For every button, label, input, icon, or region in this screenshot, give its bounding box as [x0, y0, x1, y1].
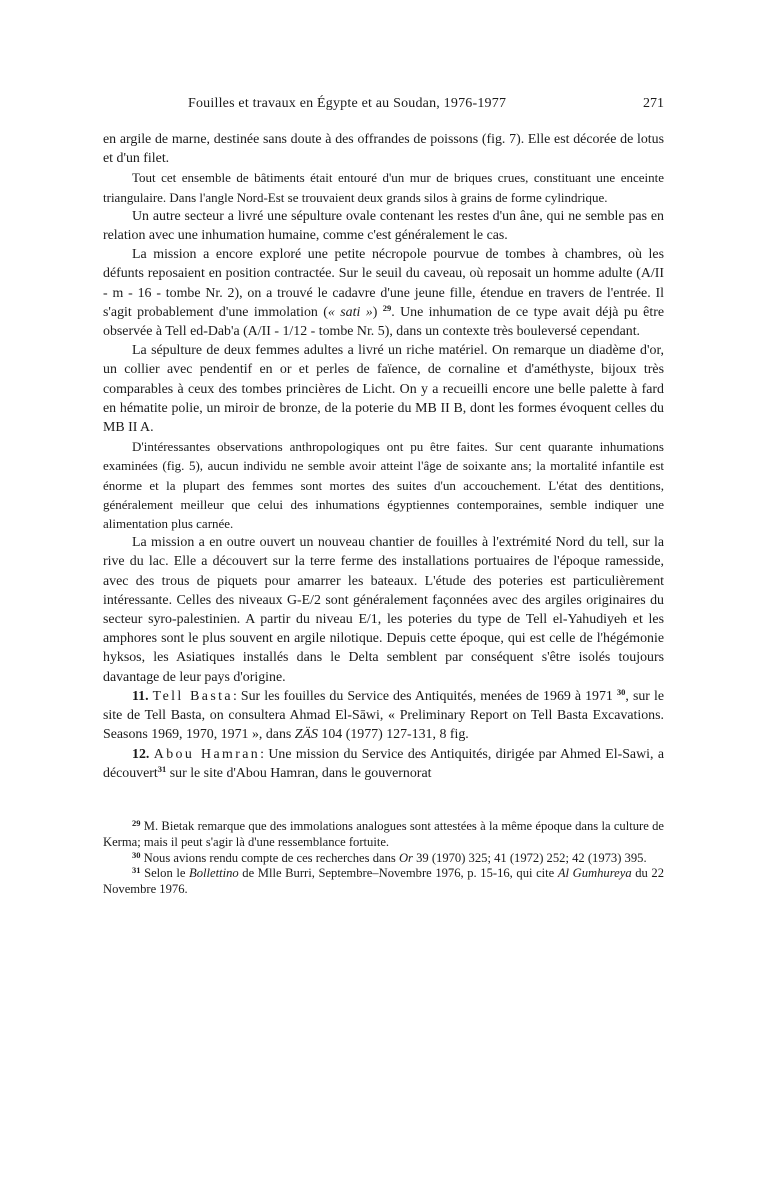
journal-abbrev: ZÄS — [294, 727, 318, 743]
section-number: 12. — [132, 746, 150, 762]
section-title: Abou Hamran — [153, 746, 261, 762]
paragraph: Un autre secteur a livré une sépulture ovale contenant les restes d'un âne, qui ne semble pas en relation avec une inhumation humaine, comme c'est généralement le cas. — [103, 208, 664, 244]
text-run: La mission a encore exploré une petite nécropole pourvue de tombes à chambres, où les défunts reposaient en position contractée. Sur le seuil du caveau, où reposait un homme adulte (A/II - m - 16 - tombe Nr. 2), on a trouvé le cadavre d'une jeune fille, étendue en travers de l'entrée. Il s'agit probablement d'une immolation ( — [103, 247, 664, 320]
footnote-number: 30 — [132, 849, 141, 860]
text-run: , sur le site de Tell Basta, on consultera Ahmad El-Sāwi, « Preliminary Report on Tell Basta Excavations. Seasons 1969, 1970, 1971 », dans — [103, 688, 664, 743]
text-run: : Une mission du Service des Antiquités, dirigée par Ahmed El-Sawi, a découvert — [103, 746, 664, 781]
text-run: 104 (1977) 127-131, 8 fig. — [317, 727, 469, 743]
text-run: . Une inhumation de ce type avait déjà pu être observée à Tell ed-Dab'a (A/II - 1/12 - tombe Nr. 5), dans un contexte très bouleversé cependant. — [103, 304, 664, 340]
paragraph: La mission a encore exploré une petite nécropole pourvue de tombes à chambres, où les défunts reposaient en position contractée. Sur le seuil du caveau, où reposait un homme adulte (A/II - m - 16 - tombe Nr. 2), on a trouvé le cadavre d'une jeune fille, étendue en travers de l'entrée. Il s'agit probablement d'une immolation (« sati ») $^{29}$. Une inhumation de ce type avait déjà pu être observée à Tell ed-Dab'a (A/II - 1/12 - tombe Nr. 5), dans un contexte très bouleversé cependant. — [103, 247, 664, 340]
footnote-ref[interactable]: 30 — [616, 686, 626, 697]
footnote-number: 29 — [132, 817, 141, 828]
footnote-text: 39 (1970) 325; 41 (1972) 252; 42 (1973) 395. — [412, 850, 647, 865]
journal-abbrev: Or — [398, 850, 413, 865]
footnote-ref[interactable]: 31 — [157, 763, 167, 774]
section-11 — [103, 687, 664, 745]
paragraph: La mission a en outre ouvert un nouveau chantier de fouilles à l'extrémité Nord du tell, sur la rive du lac. Elle a découvert sur la terre ferme des installations portuaires de l'époque ramesside, avec des trous de piquets pour amarrer les bateaux. L'étude des poteries est particulièrement intéressante. Celles des niveaux G-E/2 sont généralement façonnées avec des argiles originaires du secteur syro-palestinien. A partir du niveau E/1, les poteries du type de Tell el-Yahudiyeh et les amphores sont le plus souvent en argile nilotique. Depuis cette époque, qui est celle de l'hégémonie hyksos, les Asiatiques installés dans le Delta semblent par conséquent s'être isolés toujours davantage de leur pays d'origine. — [103, 535, 664, 685]
publication-title: Bollettino — [189, 866, 239, 881]
section-number: 11. — [132, 688, 149, 704]
footnote-number: 31 — [132, 865, 141, 876]
paragraph: en argile de marne, destinée sans doute à des offrandes de poissons (fig. 7). Elle est décorée de lotus et d'un filet. — [103, 132, 664, 167]
text-run: sur le site d'Abou Hamran, dans le gouvernorat — [166, 765, 432, 781]
italic-term: « sati » — [327, 304, 373, 320]
paragraph: D'intéressantes observations anthropologiques ont pu être faites. Sur cent quarante inhumations examinées (fig. 5), aucun individu ne semble avoir atteint l'âge de soixante ans; la mortalité infantile est énorme et la plupart des femmes sont mortes des suites d'un accouchement. L'état des dentitions, généralement meilleur que celui des inhumations égyptiennes contemporaines, semble indiquer une alimentation plus carnée. — [103, 439, 664, 532]
paragraph: La sépulture de deux femmes adultes a livré un riche matériel. On remarque un diadème d'or, un collier avec pendentif en or et perles de faïence, de cornaline et d'améthyste, bijoux très comparables à ceux des tombes princières de Licht. On y a recueilli encore une belle palette à fard en hématite polie, un miroir de bronze, de la poterie du MB II B, dont les formes évoquent celles du MB II A. — [103, 343, 664, 436]
footnote-29 — [103, 819, 664, 851]
footnote-text: du 22 Novembre 1976. — [103, 866, 664, 897]
footnotes — [103, 819, 664, 898]
footnote-text: M. Bietak remarque que des immolations analogues sont attestées à la même époque dans la culture de Kerma; mais il peut s'agir là d'une ressemblance fortuite. — [103, 818, 664, 849]
footnote-ref[interactable]: 29 — [382, 302, 392, 313]
footnote-text: Selon le — [140, 866, 190, 881]
running-title: Fouilles et travaux en Égypte et au Soudan, 1976-1977 — [188, 96, 507, 111]
publication-title: Al Gumhureya — [557, 866, 632, 881]
page-header — [103, 96, 664, 118]
footnote-30 — [103, 851, 664, 867]
text-run: : Sur les fouilles du Service des Antiquités, menées de 1969 à 1971 — [232, 688, 613, 704]
footnote-text: de Mlle Burri, Septembre–Novembre 1976, p. 15-16, qui cite — [238, 866, 558, 881]
footnote-text: Nous avions rendu compte de ces recherches dans — [140, 850, 399, 865]
paragraph: Tout cet ensemble de bâtiments était entouré d'un mur de briques crues, constituant une enceinte triangulaire. Dans l'angle Nord-Est se trouvaient deux grands silos à grains de forme cylindrique. — [103, 170, 664, 205]
section-12 — [103, 745, 664, 783]
section-title: Tell Basta — [152, 688, 233, 704]
body-text — [103, 130, 664, 783]
footnote-31 — [103, 866, 664, 898]
page — [103, 96, 664, 898]
page-number: 271 — [643, 96, 664, 111]
